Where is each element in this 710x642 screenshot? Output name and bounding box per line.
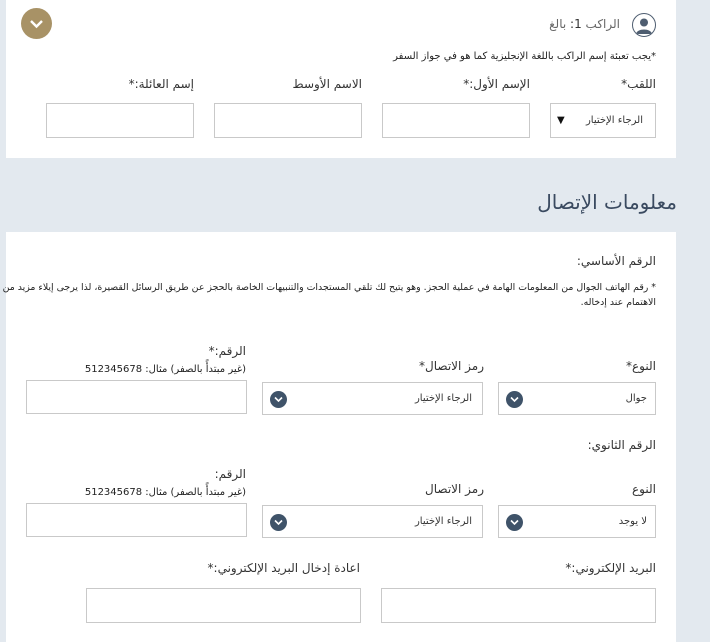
primary-number-input[interactable] (26, 380, 247, 414)
last-name-label: إسم العائلة:* (128, 77, 194, 91)
passenger-header (549, 17, 620, 31)
middle-name-input[interactable] (214, 103, 362, 138)
contact-section-title: معلومات الإتصال (537, 190, 677, 214)
primary-type-value: جوال (625, 393, 647, 404)
contact-card (2, 232, 676, 642)
secondary-type-label: النوع (632, 482, 656, 496)
secondary-number-hint: (غير مبتدأً بالصفر) مثال: 512345678 (84, 487, 246, 498)
secondary-number-input[interactable] (26, 503, 247, 537)
caret-down-icon: ▼ (557, 115, 565, 126)
passenger-card (6, 0, 676, 158)
chevron-down-icon (506, 514, 523, 531)
secondary-number-label: الرقم: (214, 467, 246, 481)
primary-number-heading: الرقم الأساسي: (576, 254, 656, 268)
title-label: اللقب* (621, 77, 656, 91)
primary-code-select[interactable] (262, 382, 483, 415)
number-label: الرقم:* (208, 344, 246, 358)
number-hint: (غير مبتدأً بالصفر) مثال: 512345678 (84, 364, 246, 375)
secondary-code-select[interactable] (262, 505, 483, 538)
passenger-name-note: *يجب تعبئة إسم الراكب باللغة الإنجليزية كما هو في جواز السفر (393, 51, 656, 62)
passenger-label: الراكب (585, 17, 620, 31)
email-confirm-label: اعادة إدخال البريد الإلكتروني:* (207, 561, 360, 575)
secondary-code-label: رمز الاتصال (425, 482, 484, 496)
passenger-avatar (632, 13, 656, 37)
primary-number-note-line2: الاهتمام عند إدخاله. (580, 297, 656, 308)
secondary-code-value: الرجاء الإختيار (414, 516, 472, 527)
email-confirm-input[interactable] (86, 588, 361, 623)
collapse-passenger-button[interactable] (21, 8, 52, 39)
passenger-number: 1: (570, 17, 582, 31)
chevron-down-icon (270, 514, 287, 531)
secondary-number-heading: الرقم الثانوي: (587, 438, 656, 452)
last-name-input[interactable] (46, 103, 194, 138)
passenger-type: بالغ (549, 17, 567, 31)
secondary-type-select[interactable] (498, 505, 656, 538)
primary-type-select[interactable] (498, 382, 656, 415)
title-select-value: الرجاء الإختيار (585, 115, 643, 126)
chevron-down-icon (270, 391, 287, 408)
type-label: النوع* (626, 359, 656, 373)
email-input[interactable] (381, 588, 656, 623)
secondary-type-value: لا يوجد (618, 516, 647, 527)
code-label: رمز الاتصال* (419, 359, 484, 373)
primary-number-note-line1: * رقم الهاتف الجوال من المعلومات الهامة في عملية الحجز. وهو يتيح لك تلقي المستجدات والتنبيهات الخاصة بالحجز عن طريق الرسائل القصيرة، لذا يرجى إيلاء مزيد من (2, 282, 656, 293)
middle-name-label: الاسم الأوسط (292, 77, 362, 91)
chevron-down-icon (21, 8, 52, 39)
primary-code-value: الرجاء الإختيار (414, 393, 472, 404)
first-name-label: الإسم الأول:* (463, 77, 530, 91)
title-select[interactable] (550, 103, 656, 138)
user-avatar-icon (633, 14, 655, 36)
first-name-input[interactable] (382, 103, 530, 138)
chevron-down-icon (506, 391, 523, 408)
email-label: البريد الإلكتروني:* (565, 561, 656, 575)
